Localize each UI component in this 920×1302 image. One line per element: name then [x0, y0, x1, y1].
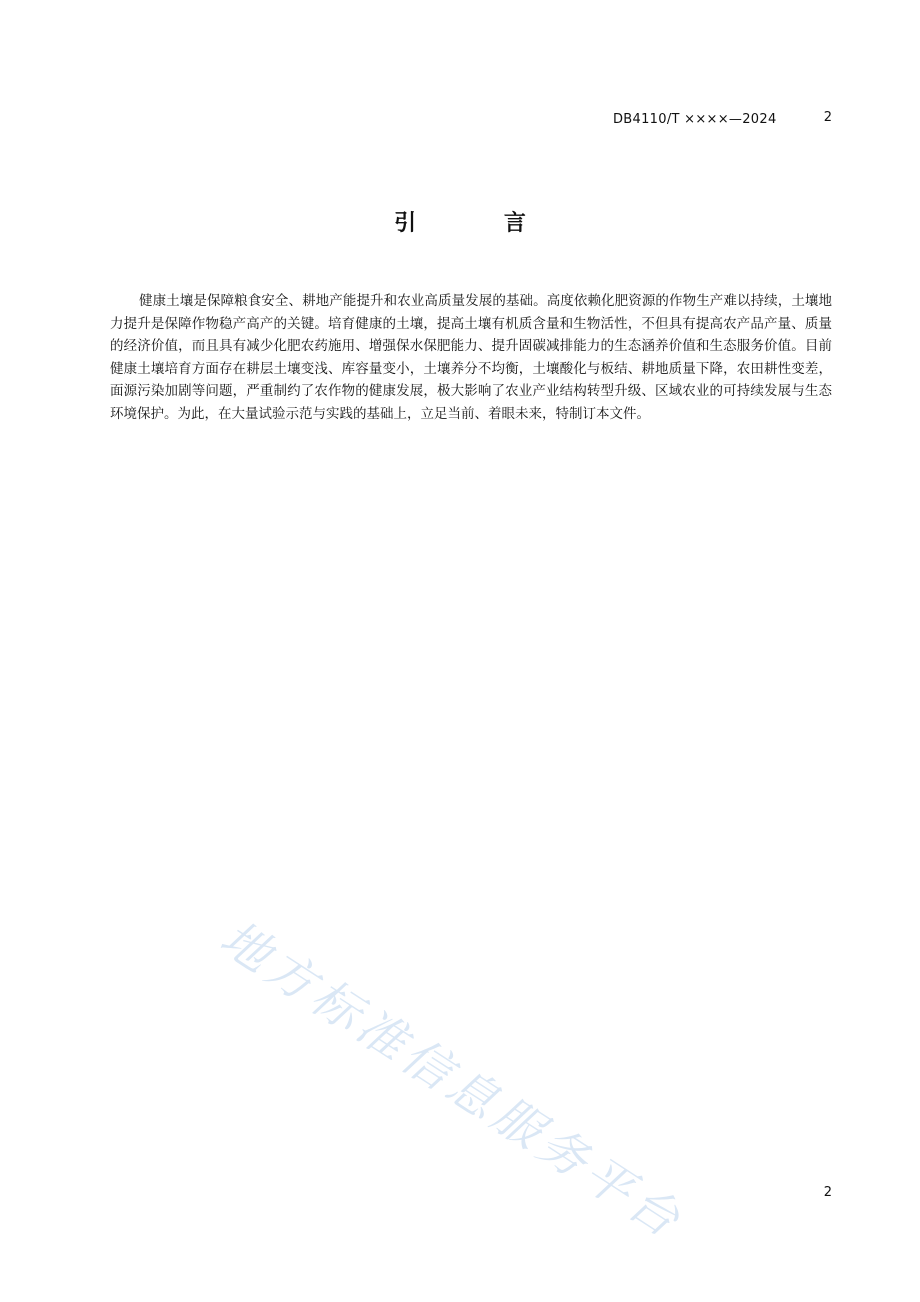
watermark: 地方标准信息服务平台 [210, 909, 694, 1251]
standard-code: DB4110/T ××××—2024 [613, 112, 777, 127]
section-title: 引 言 [394, 211, 566, 236]
intro-paragraph: 健康土壤是保障粮食安全、耕地产能提升和农业高质量发展的基础。高度依赖化肥资源的作物生产难以持续，土壤地力提升是保障作物稳产高产的关键。培育健康的土壤，提高土壤有机质含量和生物活性，不但具有提高农产品产量、质量的经济价值，而且具有减少化肥农药施用、增强保水保肥能力、提升固碳减排能力的生态涵养价值和生态服务价值。目前健康土壤培育方面存在耕层土壤变浅、库容量变小，土壤养分不均衡，土壤酸化与板结、耕地质量下降，农田耕性变差，面源污染加剧等问题，严重制约了农作物的健康发展，极大影响了农业产业结构转型升级、区域农业的可持续发展与生态环境保护。为此，在大量试验示范与实践的基础上，立足当前、着眼未来，特制订本文件。 [110, 293, 832, 422]
footer-page-number: 2 [823, 1185, 832, 1200]
page-header [560, 110, 832, 130]
header-page-number: 2 [823, 110, 832, 125]
